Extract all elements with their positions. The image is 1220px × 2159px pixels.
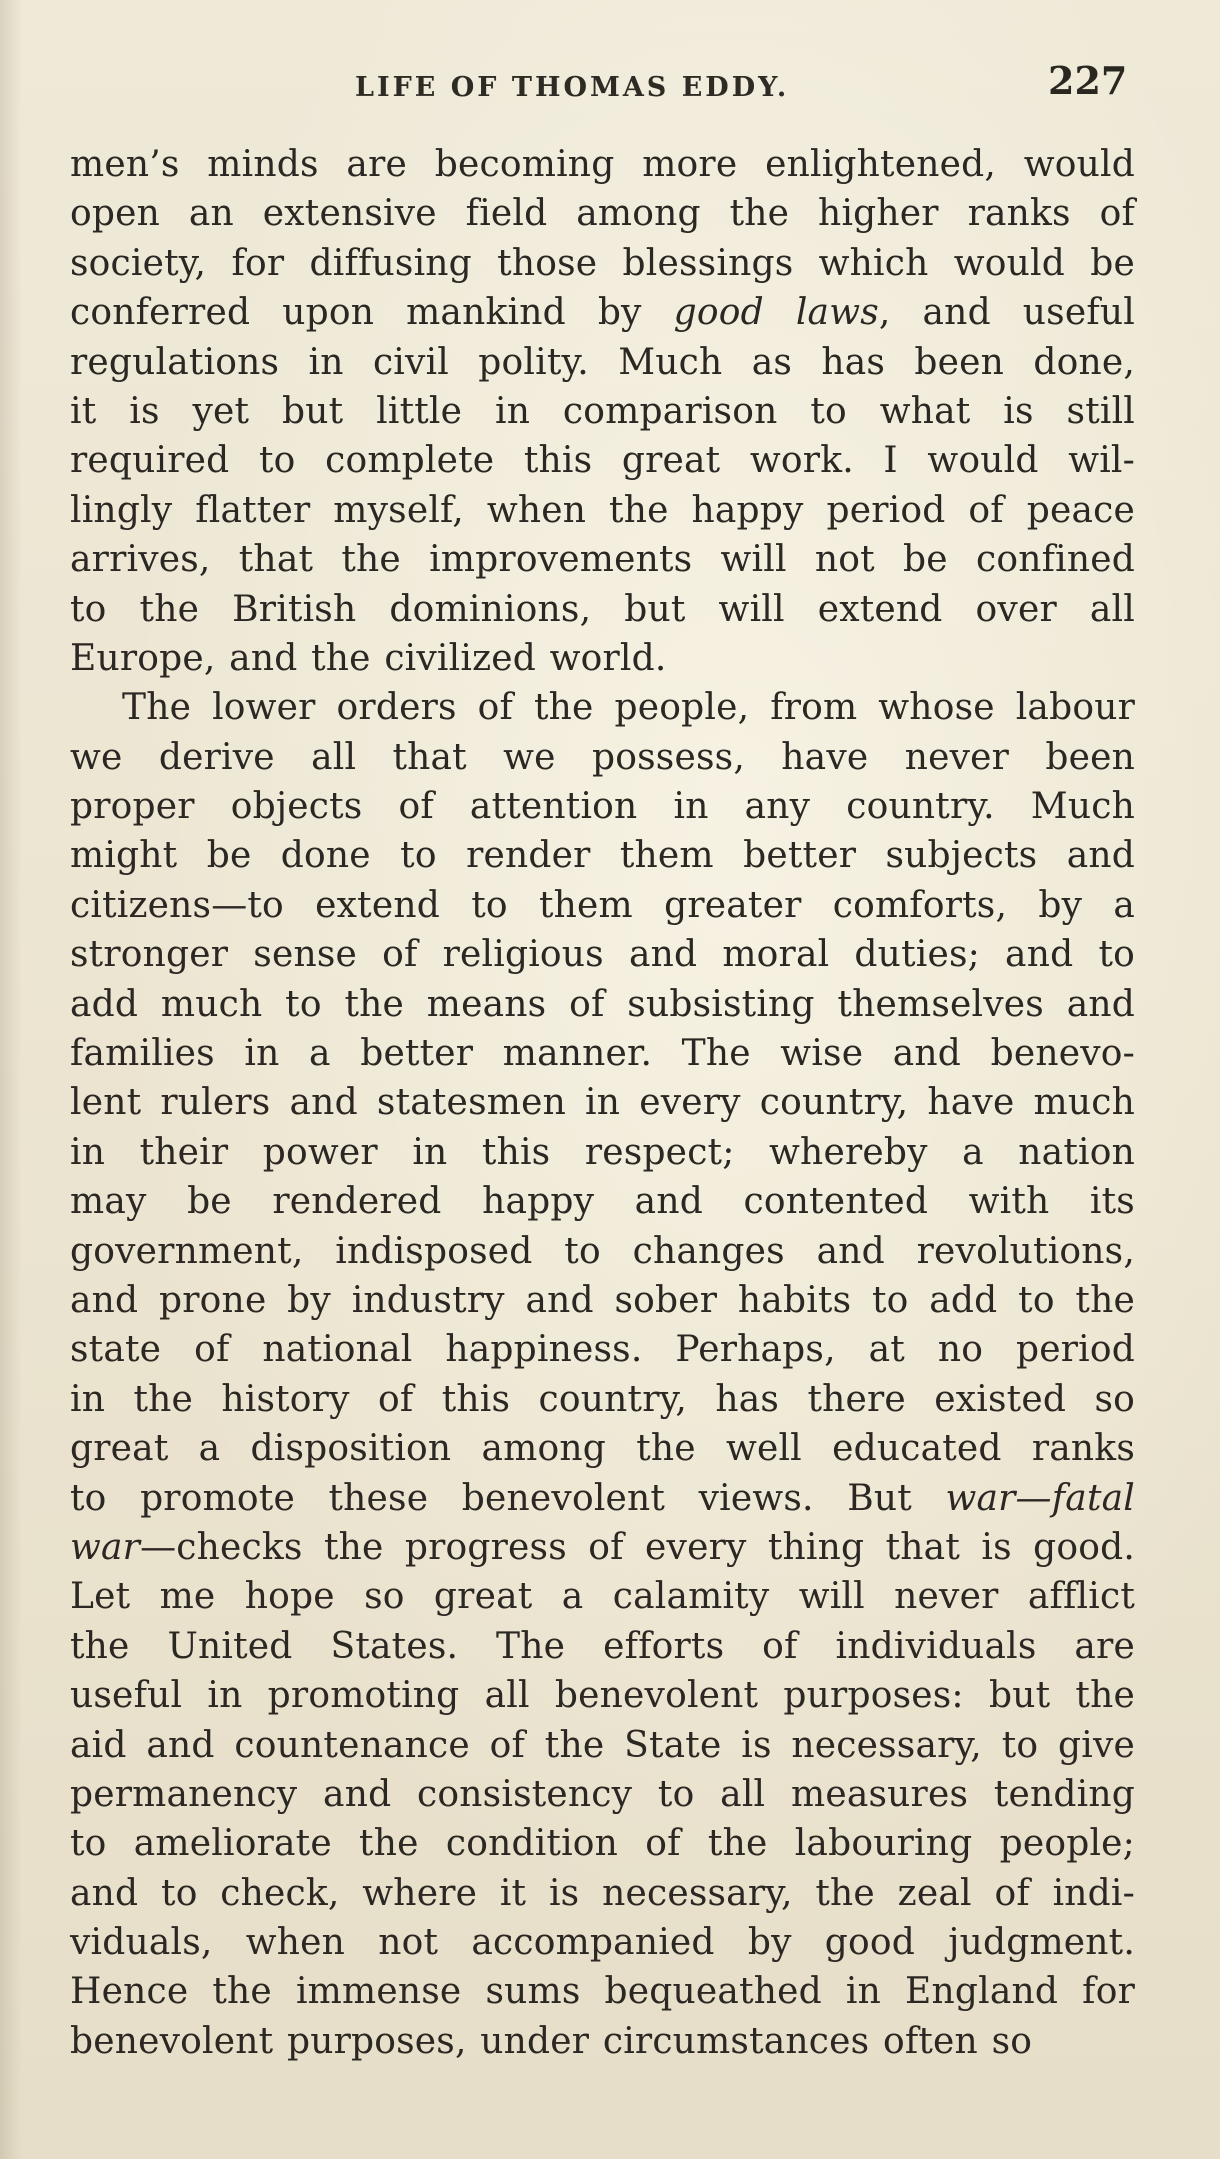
text-run: stronger sense of religious and moral duties; and to <box>70 934 1135 976</box>
running-header-title: LIFE OF THOMAS EDDY. <box>355 72 790 103</box>
text-line <box>70 1177 1135 1226</box>
text-line <box>70 980 1135 1029</box>
text-line <box>70 930 1135 979</box>
text-line <box>70 1819 1135 1868</box>
text-run: lingly flatter myself, when the happy period of peace <box>70 489 1135 531</box>
text-run: Let me hope so great a calamity will never afflict <box>70 1576 1135 1618</box>
page-number: 227 <box>1048 58 1128 103</box>
text-run: to promote these benevolent views. But <box>70 1477 946 1519</box>
text-run: and prone by industry and sober habits to add to the <box>70 1279 1135 1321</box>
text-run: great a disposition among the well educated ranks <box>70 1428 1135 1470</box>
text-run: society, for diffusing those blessings which would be <box>70 242 1135 284</box>
italic-run: war <box>70 1526 141 1568</box>
text-line <box>70 1918 1135 1967</box>
text-line <box>70 1671 1135 1720</box>
text-line <box>70 1523 1135 1572</box>
text-run: may be rendered happy and contented with its <box>70 1181 1135 1223</box>
text-line <box>70 535 1135 584</box>
text-run: men’s minds are becoming more enlightened, would <box>70 144 1135 185</box>
text-run: arrives, that the improvements will not be confined <box>70 539 1135 581</box>
text-line <box>70 1622 1135 1671</box>
text-line <box>70 1572 1135 1621</box>
text-run: regulations in civil polity. Much as has been done, <box>70 341 1135 383</box>
text-run: proper objects of attention in any country. Much <box>70 786 1135 828</box>
text-line <box>70 1967 1135 2016</box>
text-run: government, indisposed to changes and revolutions, <box>70 1230 1135 1272</box>
text-line <box>70 782 1135 831</box>
text-line <box>70 585 1135 634</box>
text-run: in the history of this country, has there existed so <box>70 1378 1135 1420</box>
italic-run: war—fatal <box>945 1477 1135 1519</box>
text-run: viduals, when not accompanied by good judgment. <box>70 1922 1135 1964</box>
text-run: Europe, and the civilized world. <box>70 637 667 679</box>
text-run: The lower orders of the people, from whose labour <box>122 687 1135 729</box>
text-run: benevolent purposes, under circumstances often so <box>70 2020 1033 2062</box>
text-line <box>70 436 1135 485</box>
page-gutter-shadow <box>0 0 22 2159</box>
text-line <box>70 1128 1135 1177</box>
text-line <box>70 1276 1135 1325</box>
text-line <box>70 1227 1135 1276</box>
text-run: add much to the means of subsisting themselves and <box>70 983 1135 1025</box>
text-line <box>70 387 1135 436</box>
text-run: it is yet but little in comparison to what is still <box>70 390 1135 432</box>
text-run: useful in promoting all benevolent purposes: but the <box>70 1675 1135 1717</box>
text-run: , and useful <box>878 292 1135 334</box>
text-run: the United States. The efforts of individuals are <box>70 1625 1135 1667</box>
text-line <box>70 1424 1135 1473</box>
text-line <box>70 1078 1135 1127</box>
text-line <box>70 140 1135 189</box>
text-run: required to complete this great work. I would wil- <box>70 440 1135 482</box>
text-run: families in a better manner. The wise and benevo- <box>70 1033 1135 1075</box>
text-line <box>70 1869 1135 1918</box>
text-run: citizens—to extend to them greater comforts, by a <box>70 884 1135 926</box>
text-run: lent rulers and statesmen in every country, have much <box>70 1082 1135 1124</box>
body-text <box>70 140 1135 2066</box>
text-run: to ameliorate the condition of the labouring people; <box>70 1823 1135 1865</box>
text-line <box>70 1770 1135 1819</box>
text-run: state of national happiness. Perhaps, at no period <box>70 1329 1135 1371</box>
text-run: to the British dominions, but will extend over all <box>70 588 1135 630</box>
text-line <box>70 288 1135 337</box>
italic-run: good laws <box>673 292 879 334</box>
text-run: aid and countenance of the State is necessary, to give <box>70 1724 1135 1766</box>
text-run: might be done to render them better subjects and <box>70 835 1135 877</box>
text-run: open an extensive field among the higher ranks of <box>70 193 1135 235</box>
text-line <box>70 1029 1135 1078</box>
text-line <box>70 733 1135 782</box>
text-run: Hence the immense sums bequeathed in England for <box>70 1971 1135 2013</box>
text-line <box>70 1721 1135 1770</box>
text-line <box>70 1474 1135 1523</box>
text-run: we derive all that we possess, have never been <box>70 736 1135 778</box>
text-line <box>70 189 1135 238</box>
text-run: and to check, where it is necessary, the zeal of indi- <box>70 1872 1135 1914</box>
text-line <box>70 881 1135 930</box>
text-line <box>70 831 1135 880</box>
text-run: permanency and consistency to all measures tending <box>70 1773 1135 1815</box>
text-line <box>70 683 1135 732</box>
text-run: conferred upon mankind by <box>70 292 674 334</box>
text-run: —checks the progress of every thing that is good. <box>140 1526 1135 1568</box>
text-line <box>70 2017 1135 2066</box>
text-line <box>70 338 1135 387</box>
text-line <box>70 239 1135 288</box>
text-line <box>70 1375 1135 1424</box>
text-line <box>70 486 1135 535</box>
text-run: in their power in this respect; whereby a nation <box>70 1131 1135 1173</box>
text-line <box>70 634 1135 683</box>
text-line <box>70 1325 1135 1374</box>
